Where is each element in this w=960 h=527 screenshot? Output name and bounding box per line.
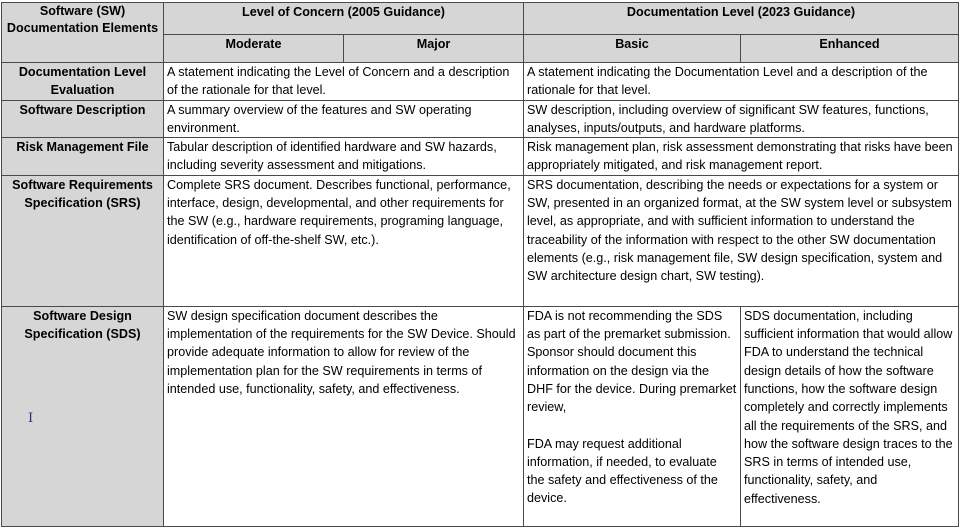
cell-level-of-concern: Tabular description of identified hardware and SW hazards, including severity assessment and mitigations.: [164, 138, 524, 176]
row-label: Software Design Specification (SDS): [2, 306, 164, 526]
header-documentation-level: Documentation Level (2023 Guidance): [524, 3, 959, 35]
subheader-enhanced: Enhanced: [741, 35, 959, 63]
header-level-of-concern: Level of Concern (2005 Guidance): [164, 3, 524, 35]
subheader-major: Major: [344, 35, 524, 63]
cell-level-of-concern: A summary overview of the features and SW operating environment.: [164, 100, 524, 138]
cell-level-of-concern: Complete SRS document. Describes functional, performance, interface, design, developmental, and other requirements for the SW (e.g., hardware requirements, programing language, identification of off-the-shelf SW, etc.).: [164, 175, 524, 306]
basic-paragraph-2: FDA may request additional information, if needed, to evaluate the safety and effectiveness of the device.: [527, 436, 718, 506]
cell-documentation-level: A statement indicating the Documentation Level and a description of the rationale for that level.: [524, 63, 959, 101]
header-elements: Software (SW) Documentation Elements: [2, 3, 164, 63]
subheader-moderate: Moderate: [164, 35, 344, 63]
cell-basic: [524, 306, 741, 526]
text-cursor-icon: I: [28, 411, 34, 426]
table-row: [2, 100, 959, 138]
cell-level-of-concern: SW design specification document describes the implementation of the requirements for the SW Device. Should provide adequate information to allow for review of the implementation plan for the SW requirements in terms of intended use, functionality, safety, and effectiveness.: [164, 306, 524, 526]
cell-level-of-concern: A statement indicating the Level of Concern and a description of the rationale for that level.: [164, 63, 524, 101]
cell-enhanced: SDS documentation, including sufficient information that would allow FDA to understand the technical design details of how the software functions, how the software design completely and correctly implements all the requirements of the SRS, and how the software design traces to the SRS in terms of intended use, functionality, safety, and effectiveness.: [741, 306, 959, 526]
table-row: [2, 175, 959, 306]
table-row: [2, 306, 959, 526]
row-label: Documentation Level Evaluation: [2, 63, 164, 101]
subheader-basic: Basic: [524, 35, 741, 63]
guidance-comparison-table: [1, 2, 959, 527]
row-label: Risk Management File: [2, 138, 164, 176]
table-row: [2, 138, 959, 176]
cell-documentation-level: Risk management plan, risk assessment demonstrating that risks have been appropriately mitigated, and risk management report.: [524, 138, 959, 176]
cell-documentation-level: SRS documentation, describing the needs or expectations for a system or SW, presented in an organized format, at the SW system level or subsystem level, as appropriate, and with sufficient information to understand the traceability of the information with respect to the other SW documentation elements (e.g., risk management file, SW design specification, system and SW architecture design chart, SW testing).: [524, 175, 959, 306]
cell-documentation-level: SW description, including overview of significant SW features, functions, analyses, inputs/outputs, and hardware platforms.: [524, 100, 959, 138]
basic-paragraph-1: FDA is not recommending the SDS as part of the premarket submission. Sponsor should document this information on the design via the DHF for the device. During premarket review,: [527, 308, 737, 415]
table-row: [2, 63, 959, 101]
row-label: Software Description: [2, 100, 164, 138]
row-label: Software Requirements Specification (SRS): [2, 175, 164, 306]
